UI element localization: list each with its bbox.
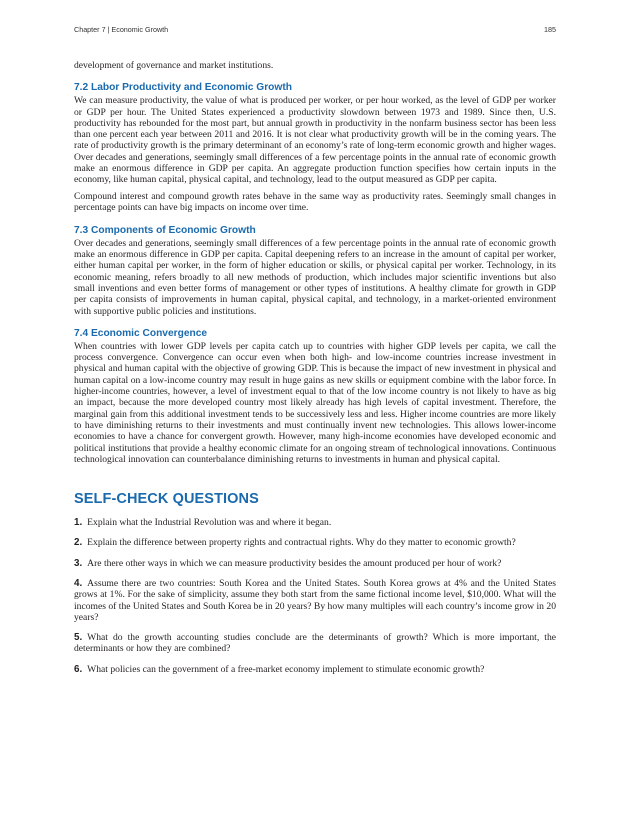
question-item	[74, 664, 556, 675]
question-item	[74, 558, 556, 569]
question-number: 4.	[74, 578, 83, 589]
page-number: 185	[544, 25, 556, 34]
question-text: Explain what the Industrial Revolution was and where it began.	[87, 517, 332, 529]
running-header	[74, 25, 556, 34]
question-text: Explain the difference between property rights and contractual rights. Why do they matter to economic growth?	[87, 537, 516, 549]
question-text: What do the growth accounting studies conclude are the determinants of growth? Which is more important, the determinants or how they are combined?	[74, 632, 556, 655]
question-number: 1.	[74, 517, 83, 529]
chapter-title: Chapter 7 | Economic Growth	[74, 25, 169, 34]
section-economic-convergence	[74, 328, 556, 465]
question-item	[74, 578, 556, 623]
section-components-growth	[74, 225, 556, 317]
question-number: 3.	[74, 557, 83, 569]
self-check-title: SELF-CHECK QUESTIONS	[74, 491, 259, 508]
question-number: 2.	[74, 537, 83, 549]
question-text: What policies can the government of a free-market economy implement to stimulate economic growth?	[87, 663, 485, 675]
section-heading: 7.2 Labor Productivity and Economic Growth	[74, 82, 292, 94]
question-number: 6.	[74, 663, 83, 675]
question-item	[74, 517, 556, 528]
section-heading: 7.3 Components of Economic Growth	[74, 224, 256, 236]
question-text: Are there other ways in which we can measure productivity besides the amount produced per hour of work?	[87, 557, 502, 569]
section-heading: 7.4 Economic Convergence	[74, 327, 208, 339]
section-paragraph: We can measure productivity, the value of what is produced per worker, or per hour worked, as the level of GDP per worker or GDP per hour. The United States experienced a productivity slowdown between 1973 and 1989. Since then, U.S. productivity has rebounded for the most part, but annual growth in productivity in the nonfarm business sector has been less than one percent each year between 2011 and 2016. It is not clear what productivity growth will be in the coming years. The rate of productivity growth is the primary determinant of an economy’s rate of long-term economic growth and higher wages. Over decades and generations, seemingly small differences of a few percentage points in the annual rate of economic growth make an enormous difference in GDP per capita. An aggregate production function specifies how certain inputs in the economy, like human capital, physical capital, and technology, lead to the output measured as GDP per capita.	[74, 95, 556, 186]
section-paragraph: Compound interest and compound growth rates behave in the same way as productivity rates. Seemingly small changes in percentage points can have big impacts on income over time.	[74, 191, 556, 214]
self-check-section	[74, 491, 556, 675]
question-text: Assume there are two countries: South Korea and the United States. South Korea grows at 4% and the United States grows at 1%. For the sake of simplicity, assume they both start from the same fictional income level, $10,000. What will the incomes of the United States and South Korea be in 20 years? By how many multiples will each country’s income grow in 20 years?	[74, 578, 556, 623]
section-paragraph: Over decades and generations, seemingly small differences of a few percentage points in the annual rate of economic growth make an enormous difference in GDP per capita. Capital deepening refers to an increase in the amount of capital per worker, either human capital per worker, in the form of higher education or skills, or physical capital per worker. Technology, in its economic meaning, refers broadly to all new methods of production, which includes major scientific inventions but also small inventions and even better forms of management or other types of institutions. A healthy climate for growth in GDP per capita consists of improvements in human capital, physical capital, and technology, in a market-oriented environment with supportive public policies and institutions.	[74, 237, 556, 317]
question-number: 5.	[74, 632, 83, 644]
page-content	[74, 60, 556, 684]
question-item	[74, 632, 556, 655]
section-paragraph: When countries with lower GDP levels per capita catch up to countries with higher GDP levels per capita, we call the process convergence. Convergence can occur even when both high- and low-income countries increase investment in physical and human capital with the objective of growing GDP. This is because the impact of new investment in physical and human capital on a low-income country may result in huge gains as new skills or equipment combine with the labor force. In higher-income countries, however, a level of investment equal to that of the low income country is not likely to have as big an impact, because the more developed country most likely already has high levels of capital investment. Therefore, the marginal gain from this additional investment tends to be successively less and less. Higher income countries are more likely to have diminishing returns to their investments and must continually invent new technologies. This allows lower-income economies to have a chance for convergent growth. However, many high-income economies have developed economic and political institutions that provide a healthy economic climate for an ongoing stream of technological innovations. Continuous technological innovation can counterbalance diminishing returns to investments in human and physical capital.	[74, 340, 556, 465]
intro-fragment: development of governance and market institutions.	[74, 60, 274, 71]
section-labor-productivity	[74, 82, 556, 213]
question-item	[74, 537, 556, 548]
